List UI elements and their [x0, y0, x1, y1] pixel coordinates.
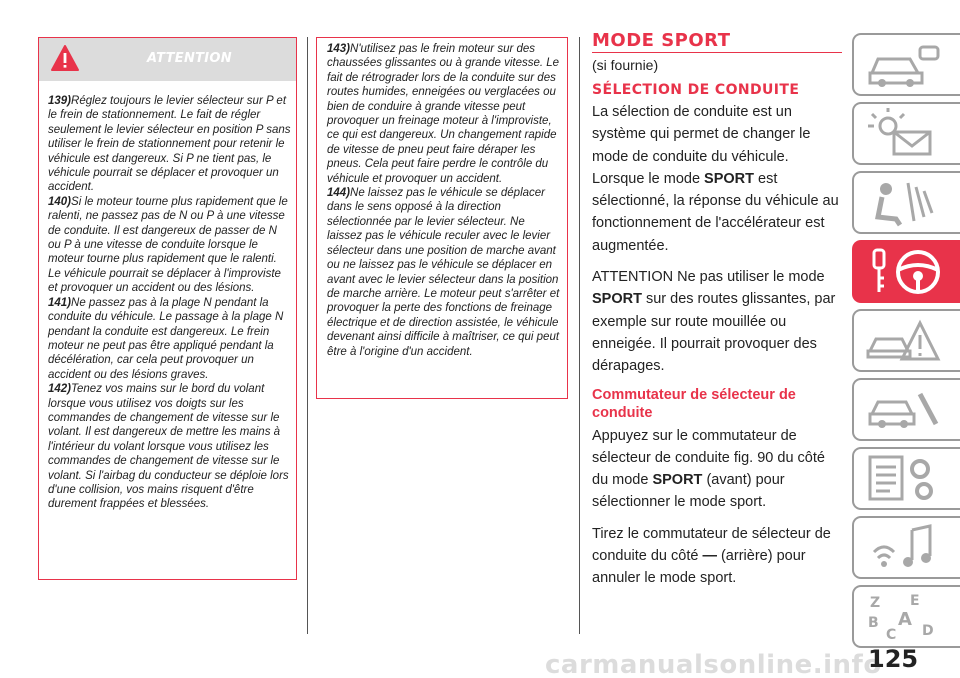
svg-text:C: C	[886, 627, 897, 643]
chapter-tabs	[852, 33, 960, 654]
car-info-icon	[864, 39, 944, 91]
paragraph: ATTENTION Ne pas utiliser le mode SPORT sur des routes glissantes, par exemple sur route mouillée ou enneigée. Il pourrait provoquer des dérapages.	[592, 269, 836, 375]
svg-text:E: E	[910, 593, 920, 609]
specs-gears-icon	[864, 453, 944, 505]
warning-notes-middle	[317, 38, 567, 359]
subsection-heading: Commutateur de sélecteur de conduite	[592, 386, 796, 421]
seat-airbag-icon	[864, 177, 944, 229]
warning-box-left	[38, 37, 297, 580]
warning-notes-left	[39, 81, 296, 512]
paragraph: La sélection de conduite est un système qui permet de changer le mode de conduite du véhicule. Lorsque le mode SPORT est sélectionné, la réponse du véhicule au fonctionnement de l'accélérateur est augmentée.	[592, 104, 839, 254]
svg-text:B: B	[868, 615, 879, 631]
svg-text:A: A	[898, 609, 912, 630]
tab-servicing[interactable]	[852, 378, 960, 441]
tab-safety[interactable]	[852, 171, 960, 234]
warning-note: 139)Réglez toujours le levier sélecteur sur P et le frein de stationnement. Le fait de régler seulement le levier sélecteur en position P sans utiliser le frein de stationnement pour retenir le véhicule est dangereux. Si P ne tient pas, le véhicule pourrait se déplacer et provoquer un accident.	[48, 95, 291, 194]
column-divider	[579, 37, 580, 634]
tab-know-your-car[interactable]	[852, 33, 960, 96]
alphabetical-index-icon	[864, 591, 944, 643]
warning-title: ATTENTION	[147, 51, 232, 66]
tab-technical-data[interactable]	[852, 447, 960, 510]
tab-index[interactable]	[852, 585, 960, 648]
column-divider	[307, 37, 308, 634]
warning-light-mail-icon	[864, 108, 944, 160]
tab-starting-driving[interactable]	[852, 240, 960, 303]
warning-header	[39, 38, 296, 81]
tab-dashboard[interactable]	[852, 102, 960, 165]
section-heading: SÉLECTION DE CONDUITE	[592, 82, 800, 98]
road-hazard-triangle-icon	[864, 315, 944, 367]
svg-text:Z: Z	[870, 595, 881, 611]
page-number: 125	[868, 645, 919, 673]
key-steering-wheel-icon	[864, 246, 944, 298]
paragraph: Tirez le commutateur de sélecteur de conduite du côté — (arrière) pour annuler le mode sport.	[592, 525, 831, 587]
watermark: carmanualsonline.info	[545, 650, 882, 678]
warning-note: 140)Si le moteur tourne plus rapidement que le ralenti, ne passez pas de N ou P à une vitesse de conduite. Il est dangereux de passer de N ou P à une vitesse de conduite lorsque le moteur tourne plus rapidement que le ralenti. Le véhicule pourrait se déplacer à l'improviste et provoquer un accident ou des lésions.	[48, 195, 288, 295]
warning-note: 144)Ne laissez pas le véhicule se déplacer dans le sens opposé à la direction sélectionnée par le levier sélecteur. Ne laissez pas le véhicule reculer avec le levier sélecteur dans une position de marche avant ou ne laissez pas le véhicule se déplacer en avant avec le levier sélecteur dans la position de marche arrière. Le moteur peut s'arrêter et provoquer la perte des fonctions de freinage électrique et de direction assistée, le véhicule devenant ainsi difficile à maîtriser, ce qui peut être à l'origine d'un accident.	[327, 187, 560, 358]
tab-multimedia[interactable]	[852, 516, 960, 579]
warning-note: 141)Ne passez pas à la plage N pendant la conduite du véhicule. Le passage à la plage N pendant la conduite est dangereux. Le frein moteur ne peut pas être appliqué pendant la décélération, car cela peut provoquer un accident ou des lésions graves.	[48, 296, 284, 381]
warning-note: 143)N'utilisez pas le frein moteur sur des chaussées glissantes ou à grande vitesse. Le fait de rétrograder lors de la conduite sur des routes humides, enneigées ou verglacées ou bien de conduire à grande vitesse peut provoquer un freinage moteur à l'improviste, ce qui est dangereux. Un changement rapide de vitesse de pneu peut faire déraper les pneus. Cela peut faire perdre le contrôle du véhicule et provoquer un accident.	[327, 43, 560, 185]
car-maintenance-icon	[864, 384, 944, 436]
section-mode-sport	[592, 30, 842, 590]
svg-text:D: D	[922, 623, 934, 639]
multimedia-music-icon	[864, 522, 944, 574]
section-subtitle: (si fournie)	[592, 57, 659, 73]
paragraph: Appuyez sur le commutateur de sélecteur de conduite fig. 90 du côté du mode SPORT (avant) pour sélectionner le mode sport.	[592, 427, 825, 511]
warning-box-middle	[316, 37, 568, 399]
tab-emergency[interactable]	[852, 309, 960, 372]
section-title: MODE SPORT	[592, 30, 842, 53]
warning-note: 142)Tenez vos mains sur le bord du volant lorsque vous utilisez vos doigts sur les commandes de changement de vitesse sur le volant. Il est dangereux de mettre les mains à l'intérieur du volant lorsque vous utilisez les commandes de changement de vitesse sur le volant. Si l'airbag du conducteur se déploie lors d'une collision, vos mains risquent d'être durement frappées et blessées.	[48, 383, 289, 511]
